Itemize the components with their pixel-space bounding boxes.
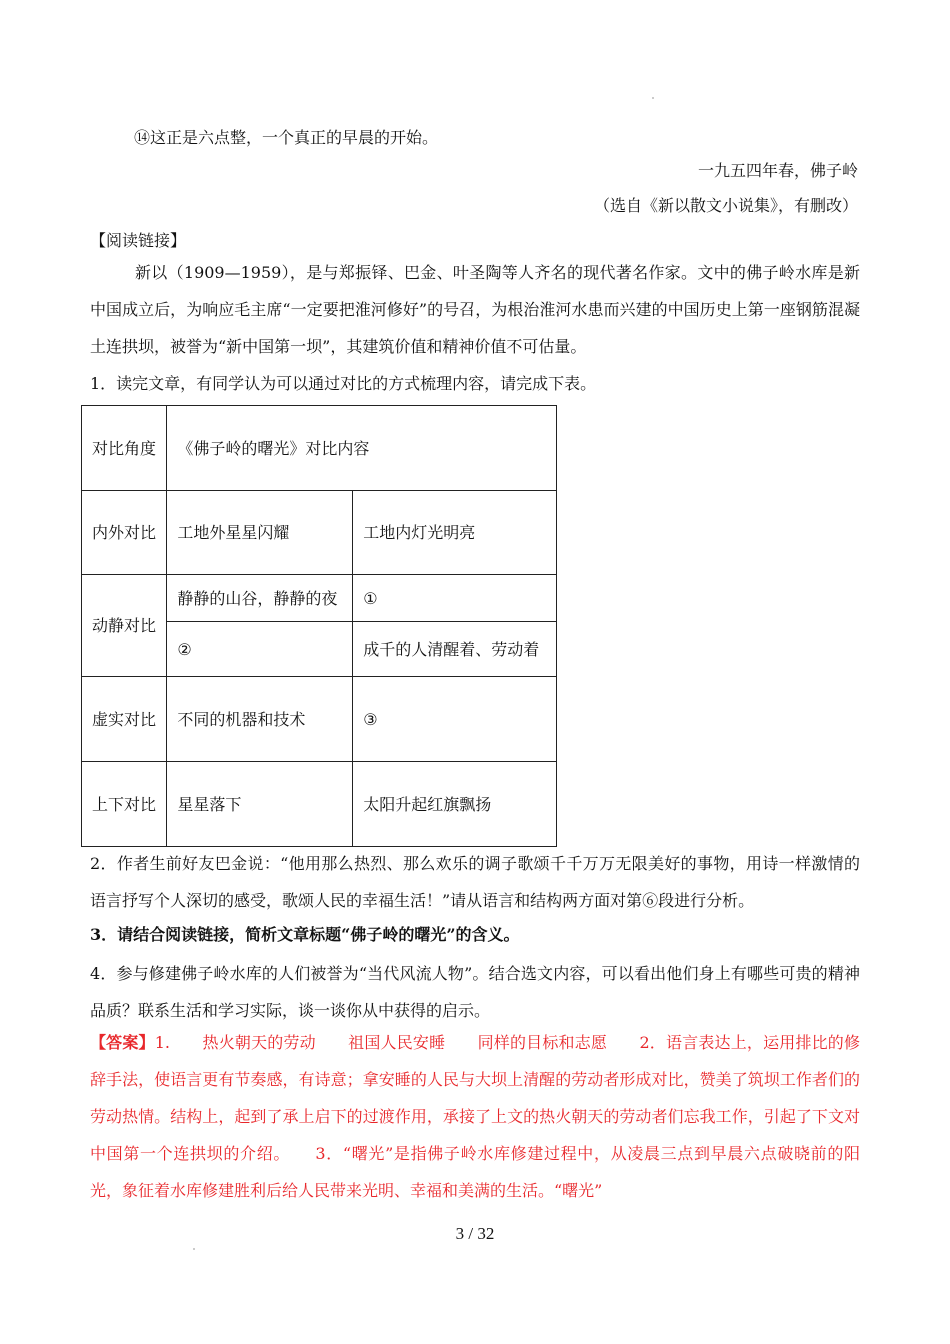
table-cell-angle: 上下对比 (82, 762, 167, 847)
table-cell-right: ① (353, 575, 557, 622)
table-row (82, 575, 557, 622)
question-2: 2．作者生前好友巴金说：“他用那么热烈、那么欢乐的调子歌颂千千万万无限美好的事物，用诗一样激情的语言抒写个人深切的感受，歌颂人民的幸福生活！”请从语言和结构两方面对第⑥段进行分析。 (90, 854, 860, 910)
reading-link-heading: 【阅读链接】 (90, 231, 187, 250)
table-cell-right: 工地内灯光明亮 (353, 491, 557, 575)
table-row (82, 677, 557, 762)
scan-speck (193, 1248, 195, 1250)
table-cell-right: 成千的人清醒着、劳动着 (353, 622, 557, 677)
table-header-content: 《佛子岭的曙光》对比内容 (167, 406, 557, 491)
table-row (82, 491, 557, 575)
table-cell-left: 不同的机器和技术 (167, 677, 353, 762)
table-header-angle: 对比角度 (82, 406, 167, 491)
answer-block (90, 1024, 860, 1209)
table-cell-right: 太阳升起红旗飘扬 (353, 762, 557, 847)
table-cell-angle: 内外对比 (82, 491, 167, 575)
reading-link-text: 新以（1909—1959），是与郑振铎、巴金、叶圣陶等人齐名的现代著名作家。文中的佛子岭水库是新中国成立后，为响应毛主席“一定要把淮河修好”的号召，为根治淮河水患而兴建的中国历史上第一座钢筋混凝土连拱坝，被誉为“新中国第一坝”，其建筑价值和精神价值不可估量。 (90, 263, 860, 356)
table-cell-left: 静静的山谷，静静的夜 (167, 575, 353, 622)
source-citation: （选自《新以散文小说集》，有删改） (593, 196, 858, 215)
question-4: 4．参与修建佛子岭水库的人们被誉为“当代风流人物”。结合选文内容，可以看出他们身上有哪些可贵的精神品质？联系生活和学习实际，谈一谈你从中获得的启示。 (90, 964, 860, 1020)
comparison-table (81, 405, 557, 847)
table-row (82, 762, 557, 847)
answer-text: 1. 热火朝天的劳动 祖国人民安睡 同样的目标和志愿 2．语言表达上，运用排比的修辞手法，使语言更有节奏感，有诗意；拿安睡的人民与大坝上清醒的劳动者形成对比，赞美了筑坝工作者们的劳动热情。结构上，起到了承上启下的过渡作用，承接了上文的热火朝天的劳动者们忘我工作，引起了下文对中国第一个连拱坝的介绍。 3．“曙光”是指佛子岭水库修建过程中，从凌晨三点到早晨六点破晓前的阳光，象征着水库修建胜利后给人民带来光明、幸福和美满的生活。“曙光” (90, 1033, 860, 1200)
date-place: 一九五四年春，佛子岭 (697, 161, 858, 180)
table-cell-right: ③ (353, 677, 557, 762)
table-cell-angle: 动静对比 (82, 575, 167, 677)
table-header-row (82, 406, 557, 491)
scan-speck (652, 97, 654, 99)
table-cell-left: 星星落下 (167, 762, 353, 847)
table-cell-left: 工地外星星闪耀 (167, 491, 353, 575)
answer-label: 【答案】 (90, 1033, 155, 1052)
closing-line: ⑭这正是六点整，一个真正的早晨的开始。 (134, 128, 439, 147)
question-1: 1．读完文章，有同学认为可以通过对比的方式梳理内容，请完成下表。 (90, 374, 597, 393)
table-cell-angle: 虚实对比 (82, 677, 167, 762)
table-cell-left: ② (167, 622, 353, 677)
question-3: 3．请结合阅读链接，简析文章标题“佛子岭的曙光”的含义。 (90, 925, 520, 944)
page-number: 3 / 32 (455, 1224, 495, 1243)
